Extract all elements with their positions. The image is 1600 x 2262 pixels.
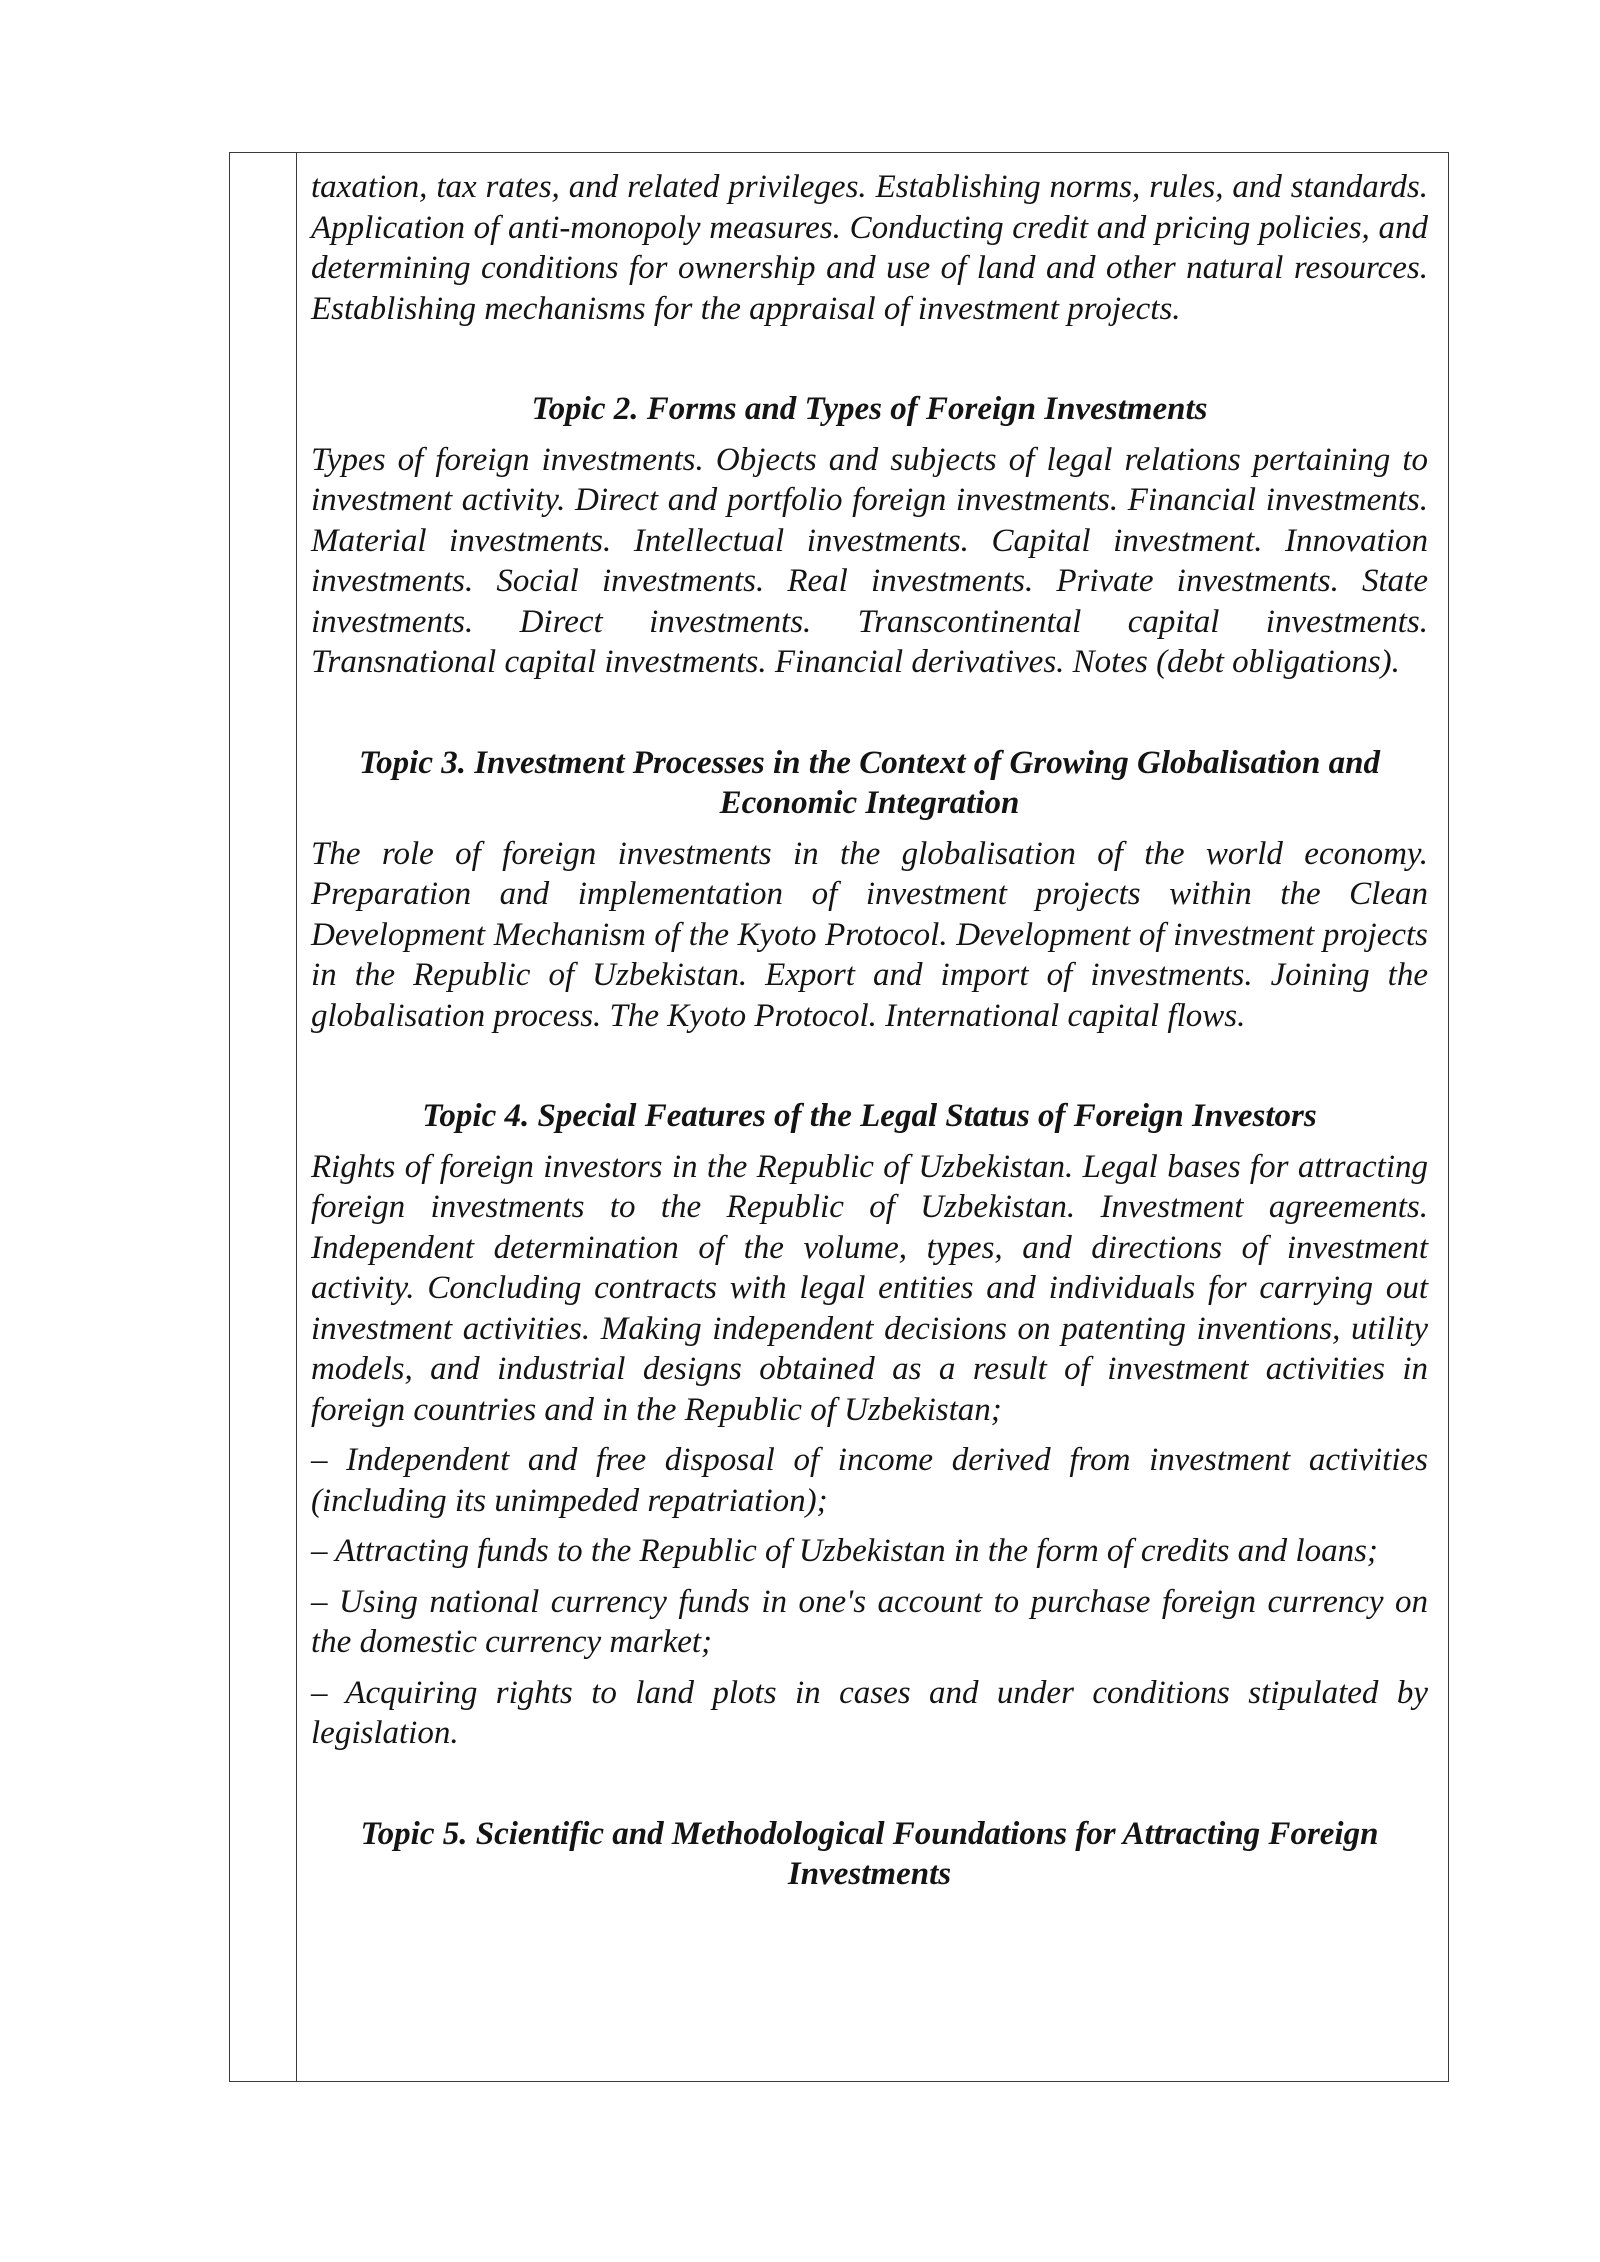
- topic-4-bullet-3: – Using national currency funds in one's account to purchase foreign currency on the domestic currency market;: [311, 1583, 1428, 1660]
- intro-paragraph: taxation, tax rates, and related privileges. Establishing norms, rules, and standards. Application of anti-monopoly measures. Conducting credit and pricing policies, and determining conditions for ownership and use of land and other natural resources. Establishing mechanisms for the appraisal of investment projects.: [311, 169, 1428, 327]
- topic-4-bullet-2: – Attracting funds to the Republic of Uzbekistan in the form of credits and loans;: [311, 1533, 1378, 1569]
- topic-2-body: Types of foreign investments. Objects and subjects of legal relations pertaining to investment activity. Direct and portfolio foreign investments. Financial investments. Material investments. Intellectual investments. Capital investment. Innovation investments. Social investments. Real investments. Private investments. State investments. Direct investments. Transcontinental capital investments. Transnational capital investments. Financial derivatives. Notes (debt obligations).: [311, 441, 1428, 680]
- topic-5-heading: Topic 5. Scientific and Methodological Foundations for Attracting Foreign Investments: [360, 1815, 1379, 1892]
- topic-4-bullet-4: – Acquiring rights to land plots in cases and under conditions stipulated by legislation.: [311, 1674, 1428, 1751]
- topic-4-heading: Topic 4. Special Features of the Legal Status of Foreign Investors: [422, 1098, 1317, 1134]
- topic-3-heading: Topic 3. Investment Processes in the Context of Growing Globalisation and Economic Integration: [359, 744, 1380, 821]
- table-content-column: [297, 153, 1448, 2081]
- syllabus-table: [229, 152, 1449, 2082]
- topic-2-heading: Topic 2. Forms and Types of Foreign Investments: [531, 391, 1208, 427]
- topic-3-body: The role of foreign investments in the globalisation of the world economy. Preparation and implementation of investment projects within the Clean Development Mechanism of the Kyoto Protocol. Development of investment projects in the Republic of Uzbekistan. Export and import of investments. Joining the globalisation process. The Kyoto Protocol. International capital flows.: [311, 835, 1428, 1034]
- topic-4-bullet-1: – Independent and free disposal of income derived from investment activities (including its unimpeded repatriation);: [311, 1442, 1428, 1519]
- topic-4-body: Rights of foreign investors in the Republic of Uzbekistan. Legal bases for attracting foreign investments to the Republic of Uzbekistan. Investment agreements. Independent determination of the volume, types, and directions of investment activity. Concluding contracts with legal entities and individuals for carrying out investment activities. Making independent decisions on patenting inventions, utility models, and industrial designs obtained as a result of investment activities in foreign countries and in the Republic of Uzbekistan;: [311, 1148, 1428, 1428]
- table-number-column: [230, 153, 297, 2081]
